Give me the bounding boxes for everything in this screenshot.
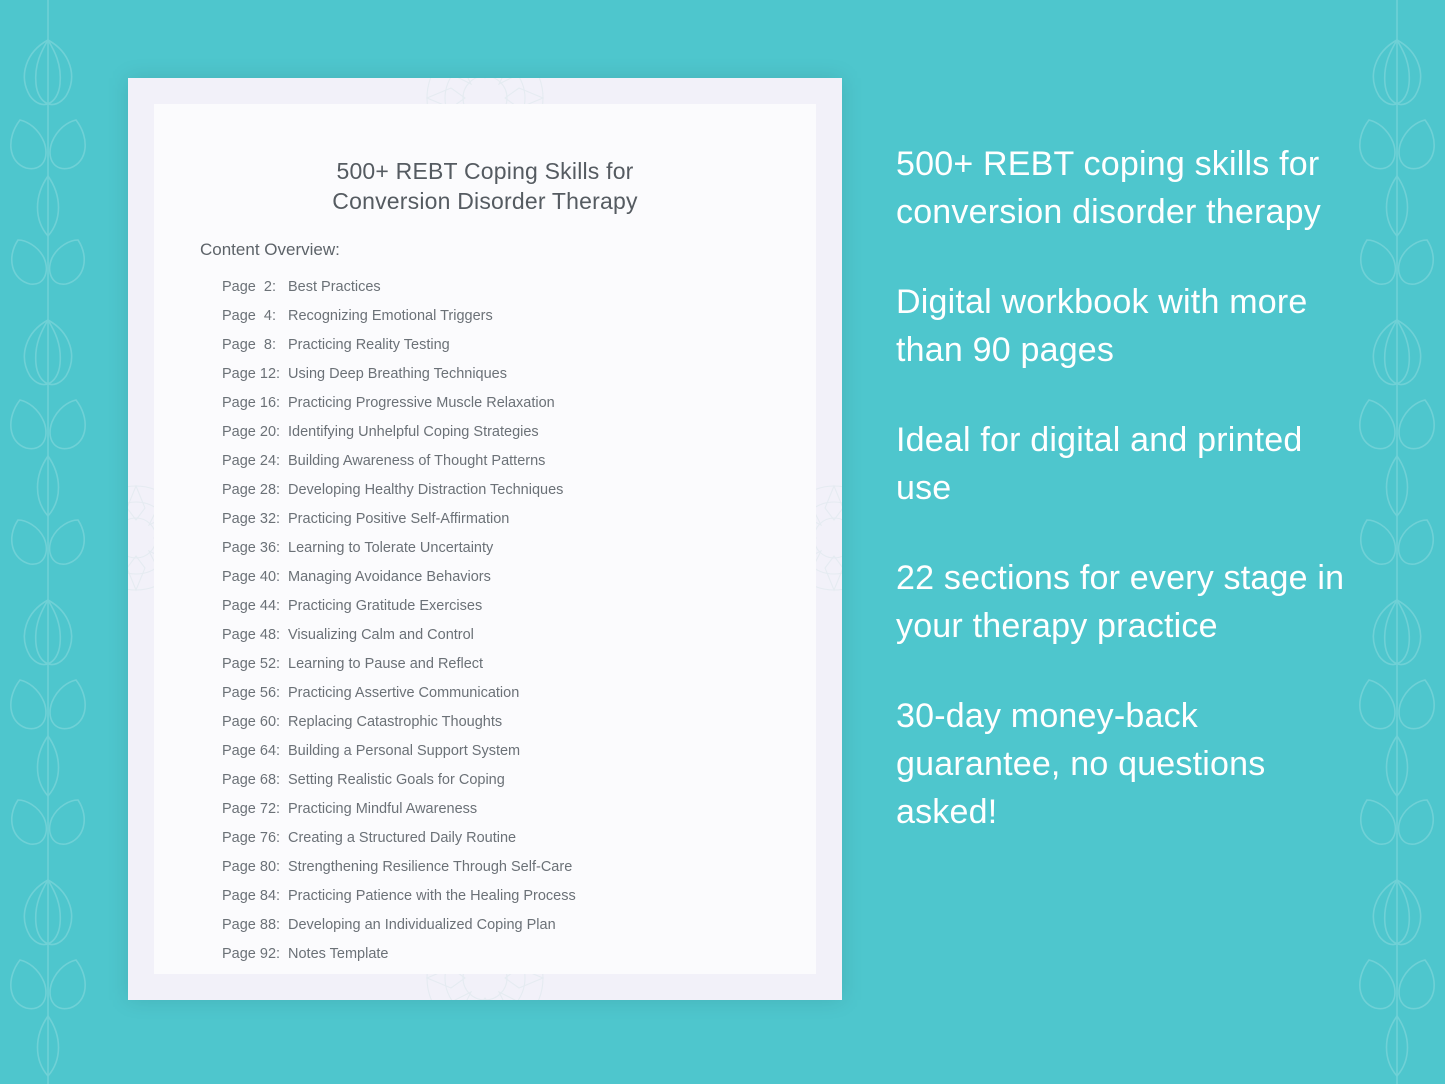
toc-page-number: Page 28: bbox=[222, 482, 281, 498]
list-item bbox=[222, 656, 786, 685]
list-item bbox=[222, 453, 786, 482]
list-item bbox=[222, 772, 786, 801]
list-item bbox=[222, 308, 786, 337]
toc-entry-title: Practicing Positive Self-Affirmation bbox=[288, 511, 510, 527]
toc-page-number: Page 64: bbox=[222, 743, 281, 759]
toc-entry-title: Identifying Unhelpful Coping Strategies bbox=[288, 424, 539, 440]
list-item bbox=[222, 888, 786, 917]
toc-entry-title: Using Deep Breathing Techniques bbox=[288, 366, 507, 382]
toc-page-number: Page 68: bbox=[222, 772, 281, 788]
list-item bbox=[222, 714, 786, 743]
toc-page-number: Page 60: bbox=[222, 714, 281, 730]
toc-entry-title: Replacing Catastrophic Thoughts bbox=[288, 714, 503, 730]
list-item bbox=[222, 279, 786, 308]
toc-page-number: Page 56: bbox=[222, 685, 281, 701]
preview-sheet bbox=[154, 104, 816, 974]
toc-entry-title: Learning to Tolerate Uncertainty bbox=[288, 540, 494, 556]
toc-entry-title: Building Awareness of Thought Patterns bbox=[288, 453, 546, 469]
marketing-bullet: 30-day money-back guarantee, no questions asked! bbox=[896, 697, 1266, 831]
list-item bbox=[222, 917, 786, 946]
toc-page-number: Page 48: bbox=[222, 627, 281, 643]
list-item bbox=[222, 366, 786, 395]
toc-entry-title: Creating a Structured Daily Routine bbox=[288, 830, 517, 846]
toc-entry-title: Recognizing Emotional Triggers bbox=[288, 308, 493, 324]
list-item bbox=[222, 395, 786, 424]
toc-entry-title: Developing Healthy Distraction Techniques bbox=[288, 482, 564, 498]
table-of-contents bbox=[222, 279, 786, 975]
marketing-bullet: Digital workbook with more than 90 pages bbox=[896, 283, 1308, 369]
toc-entry-title: Practicing Reality Testing bbox=[288, 337, 450, 353]
toc-page-number: Page 40: bbox=[222, 569, 281, 585]
toc-entry-title: Visualizing Calm and Control bbox=[288, 627, 474, 643]
toc-page-number: Page 76: bbox=[222, 830, 281, 846]
page-title-line-1: 500+ REBT Coping Skills for bbox=[336, 158, 634, 184]
list-item bbox=[222, 743, 786, 772]
toc-entry-title: Developing an Individualized Coping Plan bbox=[288, 917, 556, 933]
workbook-preview-page bbox=[128, 78, 842, 1000]
page-title bbox=[154, 156, 816, 216]
list-item bbox=[222, 511, 786, 540]
toc-page-number: Page 88: bbox=[222, 917, 281, 933]
marketing-bullets bbox=[896, 140, 1366, 836]
list-item bbox=[222, 685, 786, 714]
toc-page-number: Page 32: bbox=[222, 511, 281, 527]
toc-entry-title: Building a Personal Support System bbox=[288, 743, 521, 759]
list-item bbox=[222, 569, 786, 598]
toc-page-number: Page 24: bbox=[222, 453, 281, 469]
toc-entry-title: Practicing Progressive Muscle Relaxation bbox=[288, 395, 555, 411]
toc-page-number: Page 84: bbox=[222, 888, 281, 904]
toc-page-number: Page 72: bbox=[222, 801, 281, 817]
list-item bbox=[222, 337, 786, 366]
toc-page-number: Page 12: bbox=[222, 366, 281, 382]
toc-page-number: Page 36: bbox=[222, 540, 281, 556]
toc-page-number: Page 2: bbox=[222, 279, 277, 295]
toc-page-number: Page 16: bbox=[222, 395, 281, 411]
toc-page-number: Page 20: bbox=[222, 424, 281, 440]
list-item bbox=[222, 540, 786, 569]
toc-page-number: Page 44: bbox=[222, 598, 281, 614]
marketing-bullet: 500+ REBT coping skills for conversion disorder therapy bbox=[896, 145, 1321, 231]
list-item bbox=[222, 598, 786, 627]
toc-entry-title: Strengthening Resilience Through Self-Care bbox=[288, 859, 573, 875]
page-title-line-2: Conversion Disorder Therapy bbox=[332, 188, 638, 214]
toc-entry-title: Learning to Pause and Reflect bbox=[288, 656, 484, 672]
list-item bbox=[222, 830, 786, 859]
toc-entry-title: Practicing Mindful Awareness bbox=[288, 801, 478, 817]
toc-entry-title: Setting Realistic Goals for Coping bbox=[288, 772, 505, 788]
content-overview-label: Content Overview: bbox=[200, 240, 340, 259]
toc-page-number: Page 8: bbox=[222, 337, 277, 353]
list-item bbox=[222, 801, 786, 830]
toc-entry-title: Best Practices bbox=[288, 279, 381, 295]
toc-page-number: Page 4: bbox=[222, 308, 277, 324]
list-item bbox=[222, 482, 786, 511]
list-item bbox=[222, 946, 786, 975]
list-item bbox=[222, 859, 786, 888]
marketing-bullet: Ideal for digital and printed use bbox=[896, 421, 1303, 507]
toc-entry-title: Practicing Patience with the Healing Process bbox=[288, 888, 576, 904]
toc-page-number: Page 52: bbox=[222, 656, 281, 672]
toc-page-number: Page 92: bbox=[222, 946, 281, 962]
toc-entry-title: Managing Avoidance Behaviors bbox=[288, 569, 491, 585]
toc-entry-title: Practicing Gratitude Exercises bbox=[288, 598, 483, 614]
list-item bbox=[222, 627, 786, 656]
toc-page-number: Page 80: bbox=[222, 859, 281, 875]
marketing-bullet: 22 sections for every stage in your therapy practice bbox=[896, 559, 1345, 645]
toc-entry-title: Notes Template bbox=[288, 946, 389, 962]
list-item bbox=[222, 424, 786, 453]
toc-entry-title: Practicing Assertive Communication bbox=[288, 685, 520, 701]
floral-border-left-icon bbox=[0, 0, 96, 1084]
